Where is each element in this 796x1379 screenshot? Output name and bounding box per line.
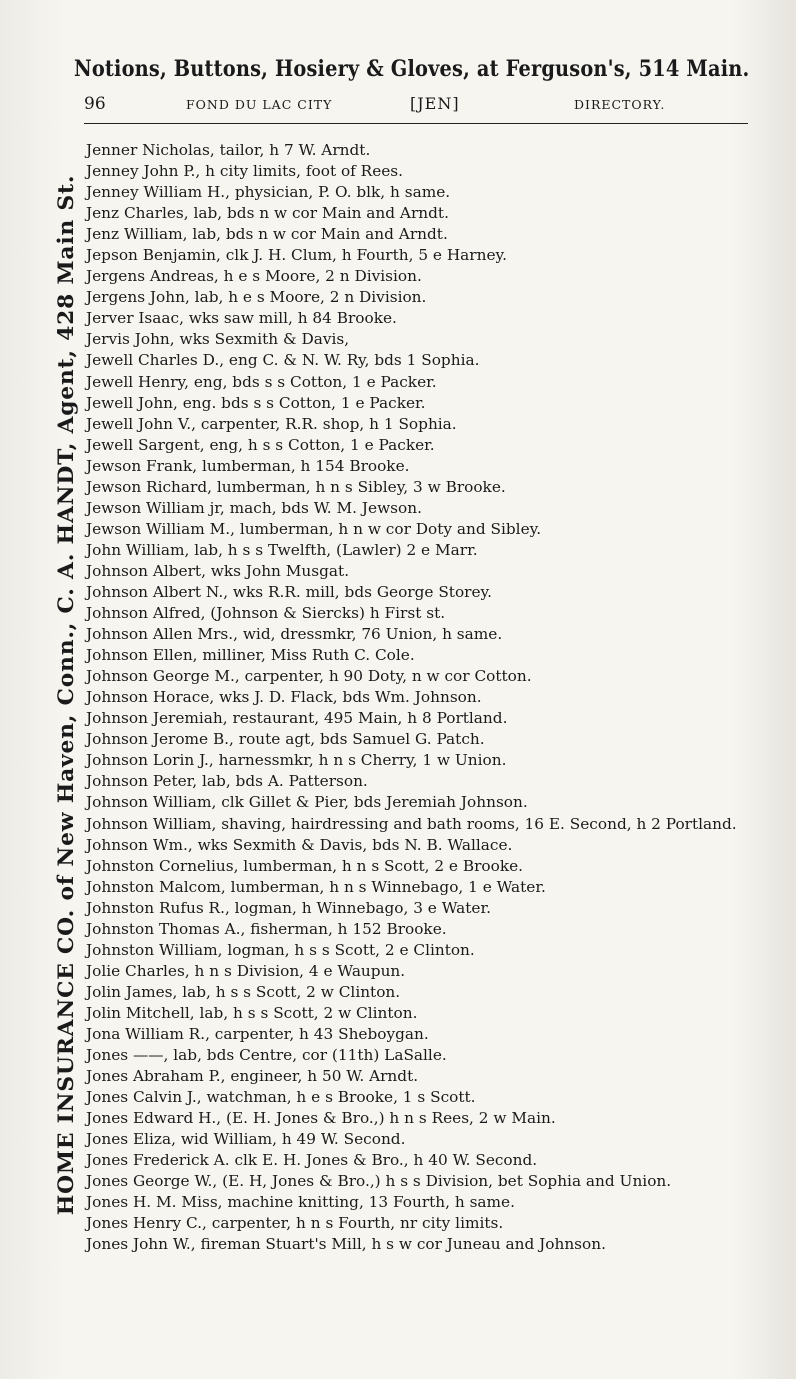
directory-entry: Jergens John, lab, h e s Moore, 2 n Division. (86, 288, 427, 307)
directory-entry: Jewson William M., lumberman, h n w cor Doty and Sibley. (86, 519, 542, 538)
directory-entry: Johnston William, logman, h s s Scott, 2 e Clinton. (86, 940, 475, 959)
directory-entry: Johnson Wm., wks Sexmith & Davis, bds N. B. Wallace. (86, 835, 513, 854)
directory-entry: Johnston Rufus R., logman, h Winnebago, 3 e Water. (86, 898, 491, 917)
directory-entry: Jones John W., fireman Stuart's Mill, h s w cor Juneau and Johnson. (86, 1235, 606, 1254)
directory-entry: John William, lab, h s s Twelfth, (Lawler) 2 e Marr. (86, 540, 478, 559)
directory-entry: Jones Edward H., (E. H. Jones & Bro.,) h n s Rees, 2 w Main. (86, 1109, 556, 1128)
directory-entry: Jolie Charles, h n s Division, 4 e Waupun. (86, 961, 406, 980)
directory-entry: Jones Henry C., carpenter, h n s Fourth, nr city limits. (86, 1214, 504, 1233)
directory-entry: Jones ——, lab, bds Centre, cor (11th) LaSalle. (86, 1046, 447, 1065)
directory-entry: Jenney John P., h city limits, foot of Rees. (86, 162, 404, 181)
directory-entry: Johnson George M., carpenter, h 90 Doty, n w cor Cotton. (86, 667, 532, 686)
directory-entry: Jewson William jr, mach, bds W. M. Jewson. (86, 498, 422, 517)
header-key: [JEN] (410, 94, 460, 113)
directory-entry: Johnson Lorin J., harnessmkr, h n s Cherry, 1 w Union. (86, 751, 507, 770)
top-advertisement-banner: Notions, Buttons, Hosiery & Gloves, at Ferguson's, 514 Main. (74, 56, 750, 82)
directory-entry: Johnson William, clk Gillet & Pier, bds Jeremiah Johnson. (86, 793, 528, 812)
directory-entry: Johnson Peter, lab, bds A. Patterson. (86, 772, 368, 791)
directory-entry: Jewell John, eng. bds s s Cotton, 1 e Packer. (86, 393, 426, 412)
directory-entries (86, 140, 754, 1255)
directory-entry: Johnson Alfred, (Johnson & Siercks) h First st. (86, 604, 446, 623)
directory-entry: Jones Calvin J., watchman, h e s Brooke, 1 s Scott. (86, 1088, 476, 1107)
directory-entry: Jewson Richard, lumberman, h n s Sibley, 3 w Brooke. (86, 477, 506, 496)
header-rule (84, 123, 748, 124)
directory-entry: Jolin James, lab, h s s Scott, 2 w Clinton. (86, 982, 401, 1001)
directory-entry: Jenner Nicholas, tailor, h 7 W. Arndt. (86, 141, 371, 159)
directory-entry: Jenz William, lab, bds n w cor Main and Arndt. (86, 225, 448, 244)
directory-entry: Jewell John V., carpenter, R.R. shop, h 1 Sophia. (86, 414, 457, 433)
page-number: 96 (84, 94, 106, 114)
directory-entry: Johnston Malcom, lumberman, h n s Winnebago, 1 e Water. (86, 877, 546, 896)
directory-entry: Jewell Henry, eng, bds s s Cotton, 1 e Packer. (86, 372, 437, 391)
directory-entry: Johnson Ellen, milliner, Miss Ruth C. Cole. (86, 646, 415, 665)
directory-entry: Johnson Jerome B., route agt, bds Samuel G. Patch. (86, 730, 485, 749)
directory-entry: Johnson Horace, wks J. D. Flack, bds Wm. Johnson. (86, 688, 482, 707)
side-advertisement-text: HOME INSURANCE CO. of New Haven, Conn., C. A. HANDT, Agent, 428 Main St. (54, 174, 79, 1216)
directory-entry: Jervis John, wks Sexmith & Davis, (86, 330, 350, 349)
directory-entry: Jones George W., (E. H, Jones & Bro.,) h s s Division, bet Sophia and Union. (86, 1172, 672, 1191)
directory-entry: Johnson Albert, wks John Musgat. (86, 561, 350, 580)
directory-entry: Jerver Isaac, wks saw mill, h 84 Brooke. (86, 309, 397, 328)
directory-entry: Johnson Jeremiah, restaurant, 495 Main, h 8 Portland. (86, 709, 508, 728)
directory-entry: Jewell Sargent, eng, h s s Cotton, 1 e Packer. (86, 435, 435, 454)
directory-entry: Jewson Frank, lumberman, h 154 Brooke. (86, 456, 410, 475)
directory-entry: Johnston Thomas A., fisherman, h 152 Brooke. (86, 919, 447, 938)
header-city: FOND DU LAC CITY (186, 97, 333, 112)
directory-entry: Johnston Cornelius, lumberman, h n s Scott, 2 e Brooke. (86, 856, 523, 875)
running-header (84, 94, 748, 116)
directory-entry: Jones H. M. Miss, machine knitting, 13 Fourth, h same. (86, 1193, 515, 1212)
directory-entry: Jones Eliza, wid William, h 49 W. Second. (86, 1130, 406, 1149)
side-advertisement (52, 140, 82, 1250)
header-title: DIRECTORY. (574, 97, 666, 112)
directory-entry: Jewell Charles D., eng C. & N. W. Ry, bds 1 Sophia. (86, 351, 480, 370)
directory-entry: Johnson Albert N., wks R.R. mill, bds George Storey. (86, 582, 492, 601)
directory-entry: Johnson William, shaving, hairdressing and bath rooms, 16 E. Second, h 2 Portland. (86, 814, 737, 833)
directory-entry: Jenz Charles, lab, bds n w cor Main and Arndt. (86, 204, 449, 223)
directory-entry: Jepson Benjamin, clk J. H. Clum, h Fourth, 5 e Harney. (86, 246, 507, 265)
directory-entry: Jolin Mitchell, lab, h s s Scott, 2 w Clinton. (86, 1003, 418, 1022)
directory-entry: Jergens Andreas, h e s Moore, 2 n Division. (86, 267, 422, 286)
directory-entry: Jones Abraham P., engineer, h 50 W. Arndt. (86, 1067, 419, 1086)
directory-entry: Jenney William H., physician, P. O. blk, h same. (86, 183, 451, 202)
directory-entry: Johnson Allen Mrs., wid, dressmkr, 76 Union, h same. (86, 625, 503, 644)
directory-entry: Jones Frederick A. clk E. H. Jones & Bro., h 40 W. Second. (86, 1151, 538, 1170)
directory-entry: Jona William R., carpenter, h 43 Sheboygan. (86, 1024, 429, 1043)
